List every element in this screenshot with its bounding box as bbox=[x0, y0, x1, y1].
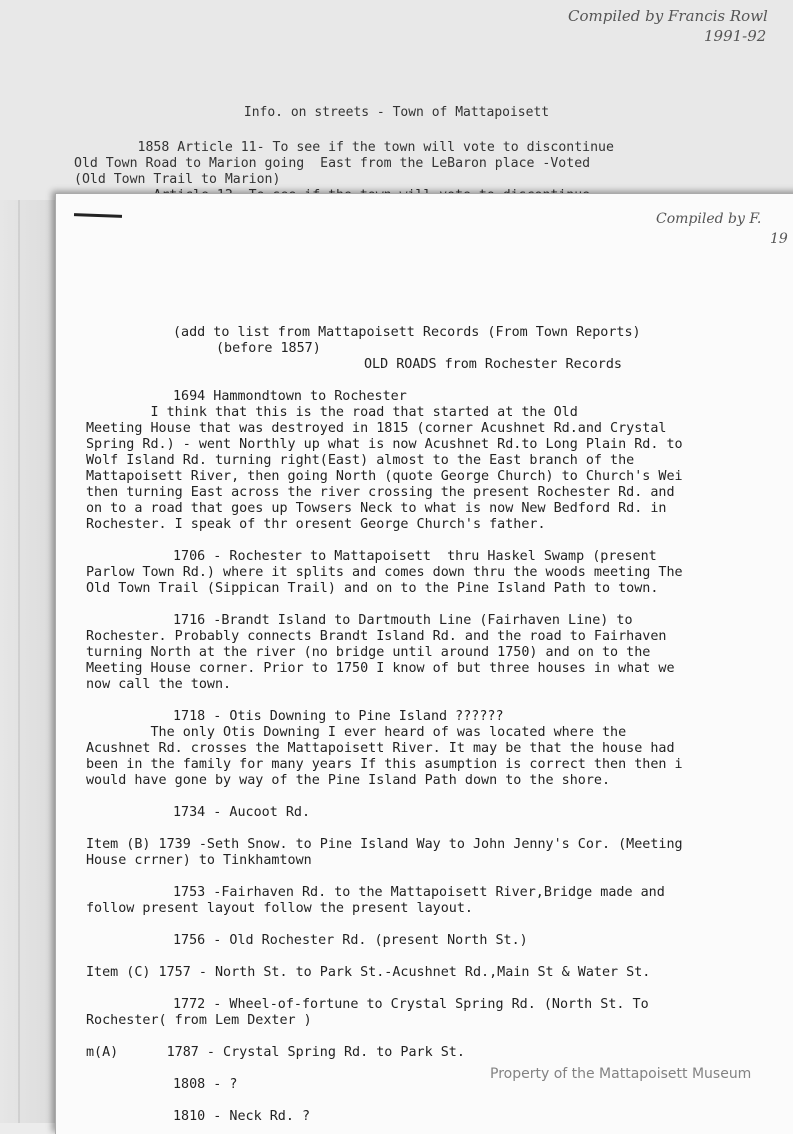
entry-title: m(A) 1787 - Crystal Spring Rd. to Park St. bbox=[86, 1045, 465, 1060]
document-heading: OLD ROADS from Rochester Records bbox=[364, 357, 622, 372]
pen-dash-mark bbox=[74, 213, 122, 218]
entry-title: 1734 - Aucoot Rd. bbox=[173, 805, 311, 820]
entry-title: 1718 - Otis Downing to Pine Island ?????? bbox=[173, 709, 504, 724]
entry-title: Item (B) 1739 -Seth Snow. to Pine Island Way to John Jenny's Cor. (Meeting bbox=[86, 837, 683, 852]
entry-title: Item (C) 1757 - North St. to Park St.-Acushnet Rd.,Main St & Water St. bbox=[86, 965, 651, 980]
entry-title: 1756 - Old Rochester Rd. (present North St.) bbox=[173, 933, 528, 948]
intro-line-1: (add to list from Mattapoisett Records (From Town Reports) bbox=[173, 325, 641, 340]
entry-title: 1772 - Wheel-of-fortune to Crystal Spring Rd. (North St. To bbox=[173, 997, 649, 1012]
front-handwritten-note bbox=[656, 209, 793, 249]
entry-body: Parlow Town Rd.) where it splits and comes down thru the woods meeting The Old Town Trail (Sippican Trail) and on to the Pine Island Path to town. bbox=[86, 565, 683, 596]
entry-title: 1753 -Fairhaven Rd. to the Mattapoisett River,Bridge made and bbox=[173, 885, 665, 900]
entry-title: 1694 Hammondtown to Rochester bbox=[173, 389, 407, 404]
document-body bbox=[86, 325, 793, 1125]
page-stack-edge bbox=[0, 200, 55, 1123]
entry-title: 1810 - Neck Rd. ? bbox=[173, 1109, 311, 1124]
entry-body: follow present layout follow the present layout. bbox=[86, 901, 473, 916]
back-handwritten-date: 1991-92 bbox=[704, 27, 767, 45]
front-handwritten-text: Compiled by F. bbox=[656, 211, 762, 227]
back-page bbox=[0, 0, 793, 200]
entry-title: 1716 -Brandt Island to Dartmouth Line (Fairhaven Line) to bbox=[173, 613, 633, 628]
entry-title: 1706 - Rochester to Mattapoisett thru Haskel Swamp (present bbox=[173, 549, 657, 564]
entry-body: Rochester( from Lem Dexter ) bbox=[86, 1013, 312, 1028]
intro-line-2: (before 1857) bbox=[216, 341, 321, 356]
front-handwritten-date: 19 bbox=[770, 231, 788, 247]
entry-body: House crrner) to Tinkhamtown bbox=[86, 853, 312, 868]
page-edge-line bbox=[18, 200, 20, 1123]
back-handwritten-text: Compiled by Francis Rowl bbox=[568, 7, 768, 25]
back-page-title: Info. on streets - Town of Mattapoisett bbox=[243, 105, 550, 120]
back-page-paragraph: 1858 Article 11- To see if the town will vote to discontinue Old Town Road to Marion going East from the LeBaron place -Voted (Old Town Trail to Marion) bbox=[74, 140, 614, 187]
back-handwritten-note bbox=[568, 6, 793, 46]
entry-body: Rochester. Probably connects Brandt Island Rd. and the road to Fairhaven turning North at the river (no bridge until around 1750) and on to the Meeting House corner. Prior to 1750 I know of but three houses in what we now call the town. bbox=[86, 629, 675, 692]
entry-title: 1808 - ? bbox=[173, 1077, 238, 1092]
front-page bbox=[55, 193, 793, 1134]
entry-body: I think that this is the road that started at the Old Meeting House that was destroyed in 1815 (corner Acushnet Rd.and Crystal Spring Rd.) - went Northly up what is now Acushnet Rd.to Long Plain Rd. to Wolf Island Rd. turning right(East) almost to the East branch of the Mattapoisett River, then going North (quote George Church) to Church's Wei then turning East across the river crossing the present Rochester Rd. and on to a road that goes up Towsers Neck to what is now New Bedford Rd. in Rochester. I speak of thr oresent George Church's father. bbox=[86, 405, 683, 532]
museum-watermark: Property of the Mattapoisett Museum bbox=[490, 1066, 752, 1082]
entry-body: The only Otis Downing I ever heard of was located where the Acushnet Rd. crosses the Mattapoisett River. It may be that the house had been in the family for many years If this asumption is correct then then i would have gone by way of the Pine Island Path down to the shore. bbox=[86, 725, 683, 788]
